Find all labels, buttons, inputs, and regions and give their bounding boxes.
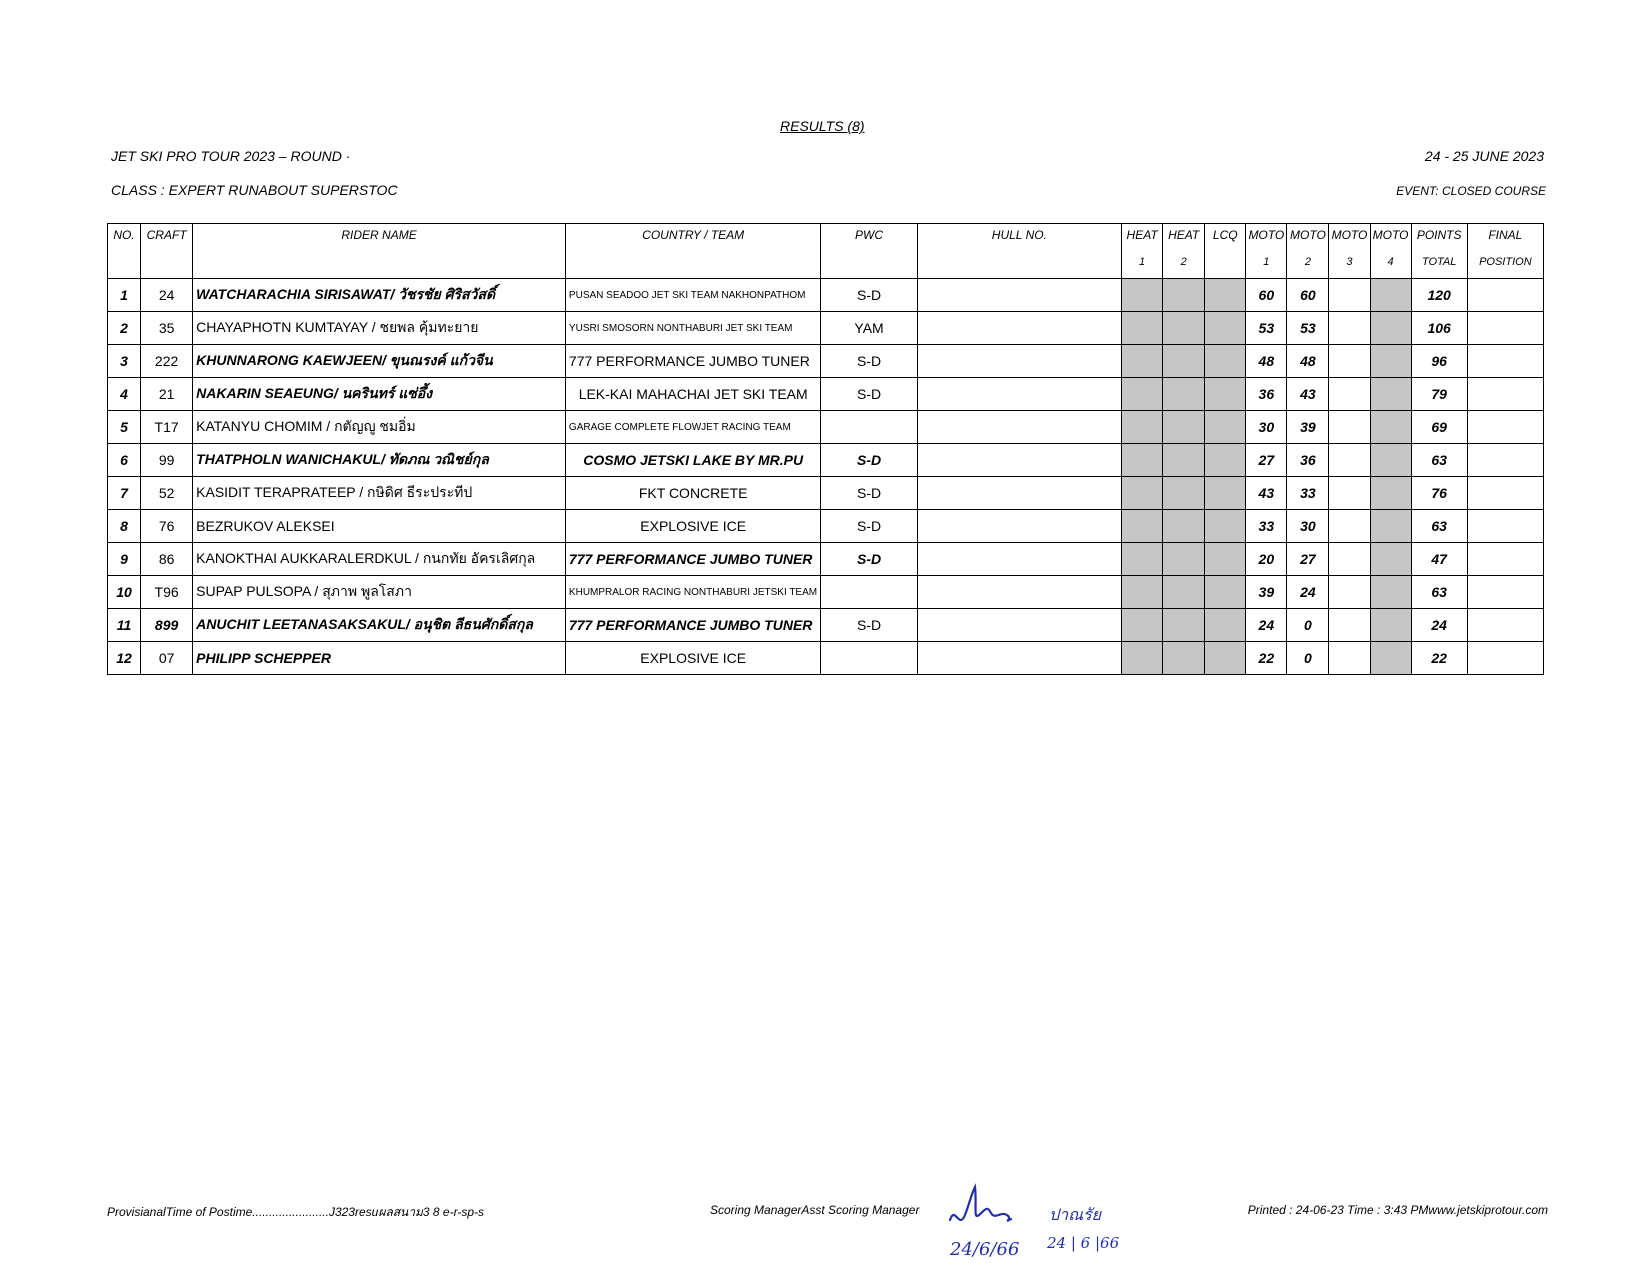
row-number: 4 (108, 378, 141, 411)
rider-name: BEZRUKOV ALEKSEI (193, 510, 566, 543)
moto-1: 30 (1246, 411, 1287, 444)
row-number: 12 (108, 642, 141, 675)
moto-1: 43 (1246, 477, 1287, 510)
moto-4 (1370, 444, 1411, 477)
results-table (107, 223, 1544, 675)
moto-3 (1329, 279, 1370, 312)
signature-2-date: 24 | 6 |66 (1047, 1234, 1120, 1252)
rider-name: PHILIPP SCHEPPER (193, 642, 566, 675)
column-header-label: POINTS (1416, 228, 1462, 242)
hull-number (917, 279, 1121, 312)
lcq (1205, 642, 1246, 675)
table-header-row (108, 224, 1544, 279)
moto-3 (1329, 345, 1370, 378)
hull-number (917, 543, 1121, 576)
event-dates: 24 - 25 JUNE 2023 (1424, 148, 1544, 164)
moto-4 (1370, 312, 1411, 345)
team-name: GARAGE COMPLETE FLOWJET RACING TEAM (565, 411, 821, 444)
hull-number (917, 510, 1121, 543)
team-name: 777 PERFORMANCE JUMBO TUNER (565, 609, 821, 642)
points-total: 47 (1411, 543, 1467, 576)
table-row (108, 576, 1544, 609)
team-name: KHUMPRALOR RACING NONTHABURI JETSKI TEAM (565, 576, 821, 609)
heat-2 (1163, 411, 1205, 444)
column-header-label: HULL NO. (991, 228, 1047, 242)
craft-number: 07 (141, 642, 193, 675)
rider-name: SUPAP PULSOPA / สุภาพ พูลโสภา (193, 576, 566, 609)
column-header-label: PWC (855, 228, 884, 242)
moto-3 (1329, 444, 1370, 477)
moto-2: 24 (1287, 576, 1329, 609)
final-position (1467, 543, 1543, 576)
final-position (1467, 279, 1543, 312)
row-number: 2 (108, 312, 141, 345)
moto-4 (1370, 576, 1411, 609)
final-position (1467, 510, 1543, 543)
heat-2 (1163, 576, 1205, 609)
pwc-make: S-D (821, 609, 917, 642)
lcq (1205, 510, 1246, 543)
team-name: EXPLOSIVE ICE (565, 510, 821, 543)
signature-asst-scoring-manager (1045, 1200, 1135, 1275)
column-header (1246, 224, 1287, 279)
pwc-make: S-D (821, 444, 917, 477)
heat-1 (1122, 576, 1163, 609)
moto-2: 39 (1287, 411, 1329, 444)
hull-number (917, 444, 1121, 477)
moto-4 (1370, 279, 1411, 312)
heat-1 (1122, 279, 1163, 312)
craft-number: 52 (141, 477, 193, 510)
heat-2 (1163, 477, 1205, 510)
row-number: 5 (108, 411, 141, 444)
heat-2 (1163, 378, 1205, 411)
moto-2: 27 (1287, 543, 1329, 576)
heat-2 (1163, 543, 1205, 576)
rider-name: ANUCHIT LEETANASAKSAKUL/ อนุชิต ลีธนศักดิ์สกุล (193, 609, 566, 642)
moto-4 (1370, 642, 1411, 675)
rider-name: KASIDIT TERAPRATEEP / กษิดิศ ธีระประทีป (193, 477, 566, 510)
points-total: 76 (1411, 477, 1467, 510)
moto-3 (1329, 576, 1370, 609)
final-position (1467, 477, 1543, 510)
moto-4 (1370, 411, 1411, 444)
rider-name: KHUNNARONG KAEWJEEN/ ขุนณรงค์ แก้วจีน (193, 345, 566, 378)
final-position (1467, 609, 1543, 642)
rider-name: NAKARIN SEAEUNG/ นครินทร์ แซ่อึ้ง (193, 378, 566, 411)
table-row (108, 609, 1544, 642)
pwc-make (821, 411, 917, 444)
column-header-sublabel: TOTAL (1421, 256, 1457, 268)
lcq (1205, 378, 1246, 411)
team-name: PUSAN SEADOO JET SKI TEAM NAKHONPATHOM (565, 279, 821, 312)
hull-number (917, 642, 1121, 675)
class-name: CLASS : EXPERT RUNABOUT SUPERSTOC (111, 182, 398, 198)
moto-2: 33 (1287, 477, 1329, 510)
pwc-make: YAM (821, 312, 917, 345)
moto-1: 39 (1246, 576, 1287, 609)
moto-1: 36 (1246, 378, 1287, 411)
row-number: 10 (108, 576, 141, 609)
column-header-label: MOTO (1248, 228, 1285, 242)
lcq (1205, 609, 1246, 642)
column-header-label: COUNTRY / TEAM (642, 228, 745, 242)
craft-number: 35 (141, 312, 193, 345)
final-position (1467, 411, 1543, 444)
final-position (1467, 312, 1543, 345)
signature-2-name: ปาณรัย (1049, 1205, 1101, 1224)
column-header-label: NO. (113, 228, 135, 242)
table-row (108, 378, 1544, 411)
team-name: 777 PERFORMANCE JUMBO TUNER (565, 345, 821, 378)
moto-2: 43 (1287, 378, 1329, 411)
moto-2: 48 (1287, 345, 1329, 378)
table-row (108, 510, 1544, 543)
column-header-sublabel: 1 (1263, 256, 1270, 268)
column-header (1411, 224, 1467, 279)
hull-number (917, 312, 1121, 345)
moto-2: 30 (1287, 510, 1329, 543)
heat-2 (1163, 642, 1205, 675)
column-header-sublabel: 1 (1139, 256, 1146, 268)
column-header (917, 224, 1121, 279)
hull-number (917, 378, 1121, 411)
column-header (193, 224, 566, 279)
table-row (108, 444, 1544, 477)
table-row (108, 543, 1544, 576)
craft-number: 899 (141, 609, 193, 642)
points-total: 120 (1411, 279, 1467, 312)
points-total: 79 (1411, 378, 1467, 411)
final-position (1467, 378, 1543, 411)
points-total: 63 (1411, 510, 1467, 543)
column-header (821, 224, 917, 279)
moto-3 (1329, 642, 1370, 675)
team-name: COSMO JETSKI LAKE BY MR.PU (565, 444, 821, 477)
team-name: LEK-KAI MAHACHAI JET SKI TEAM (565, 378, 821, 411)
column-header (565, 224, 821, 279)
heat-1 (1122, 312, 1163, 345)
heat-2 (1163, 444, 1205, 477)
column-header (1122, 224, 1163, 279)
moto-1: 27 (1246, 444, 1287, 477)
moto-4 (1370, 477, 1411, 510)
final-position (1467, 444, 1543, 477)
column-header-sublabel: 2 (1180, 256, 1187, 268)
table-row (108, 279, 1544, 312)
table-row (108, 642, 1544, 675)
column-header-sublabel: 4 (1387, 256, 1394, 268)
column-header-label: LCQ (1212, 228, 1238, 242)
points-total: 22 (1411, 642, 1467, 675)
hull-number (917, 576, 1121, 609)
team-name: FKT CONCRETE (565, 477, 821, 510)
column-header-sublabel: 3 (1346, 256, 1353, 268)
moto-1: 24 (1246, 609, 1287, 642)
row-number: 3 (108, 345, 141, 378)
column-header (108, 224, 141, 279)
heat-1 (1122, 345, 1163, 378)
heat-1 (1122, 477, 1163, 510)
heat-2 (1163, 345, 1205, 378)
event-type: EVENT: CLOSED COURSE (1396, 184, 1546, 198)
moto-4 (1370, 543, 1411, 576)
table-row (108, 477, 1544, 510)
moto-3 (1329, 543, 1370, 576)
moto-1: 53 (1246, 312, 1287, 345)
craft-number: 21 (141, 378, 193, 411)
team-name: YUSRI SMOSORN NONTHABURI JET SKI TEAM (565, 312, 821, 345)
column-header-sublabel: POSITION (1479, 256, 1532, 268)
moto-1: 33 (1246, 510, 1287, 543)
craft-number: 24 (141, 279, 193, 312)
moto-1: 48 (1246, 345, 1287, 378)
moto-2: 36 (1287, 444, 1329, 477)
row-number: 1 (108, 279, 141, 312)
results-title: RESULTS (8) (780, 118, 865, 134)
pwc-make: S-D (821, 345, 917, 378)
column-header (1205, 224, 1246, 279)
lcq (1205, 543, 1246, 576)
hull-number (917, 345, 1121, 378)
lcq (1205, 477, 1246, 510)
lcq (1205, 312, 1246, 345)
column-header (141, 224, 193, 279)
hull-number (917, 477, 1121, 510)
moto-2: 0 (1287, 642, 1329, 675)
footer-provisional: ProvisianalTime of Postime.......................J323resuผลสนาม3 8 e-r-sp-s (107, 1205, 485, 1219)
pwc-make: S-D (821, 477, 917, 510)
column-header (1329, 224, 1370, 279)
column-header-label: MOTO (1372, 228, 1409, 242)
craft-number: 222 (141, 345, 193, 378)
team-name: 777 PERFORMANCE JUMBO TUNER (565, 543, 821, 576)
lcq (1205, 576, 1246, 609)
column-header (1163, 224, 1205, 279)
final-position (1467, 642, 1543, 675)
heat-2 (1163, 609, 1205, 642)
team-name: EXPLOSIVE ICE (565, 642, 821, 675)
lcq (1205, 279, 1246, 312)
moto-2: 60 (1287, 279, 1329, 312)
heat-1 (1122, 609, 1163, 642)
heat-1 (1122, 378, 1163, 411)
points-total: 63 (1411, 444, 1467, 477)
heat-1 (1122, 444, 1163, 477)
row-number: 6 (108, 444, 141, 477)
final-position (1467, 345, 1543, 378)
points-total: 69 (1411, 411, 1467, 444)
pwc-make (821, 576, 917, 609)
lcq (1205, 411, 1246, 444)
column-header (1370, 224, 1411, 279)
signature-scoring-manager (945, 1175, 1045, 1265)
column-header-sublabel: 2 (1304, 256, 1311, 268)
heat-1 (1122, 642, 1163, 675)
points-total: 63 (1411, 576, 1467, 609)
pwc-make: S-D (821, 510, 917, 543)
heat-1 (1122, 543, 1163, 576)
moto-4 (1370, 609, 1411, 642)
column-header (1467, 224, 1543, 279)
pwc-make: S-D (821, 279, 917, 312)
event-name: JET SKI PRO TOUR 2023 – ROUND · (111, 148, 351, 164)
final-position (1467, 576, 1543, 609)
points-total: 96 (1411, 345, 1467, 378)
pwc-make: S-D (821, 378, 917, 411)
moto-3 (1329, 609, 1370, 642)
table-row (108, 345, 1544, 378)
column-header-label: MOTO (1331, 228, 1368, 242)
moto-4 (1370, 510, 1411, 543)
craft-number: T17 (141, 411, 193, 444)
craft-number: T96 (141, 576, 193, 609)
table-row (108, 312, 1544, 345)
rider-name: CHAYAPHOTN KUMTAYAY / ชยพล คุ้มทะยาย (193, 312, 566, 345)
table-row (108, 411, 1544, 444)
column-header-label: CRAFT (146, 228, 187, 242)
column-header-label: RIDER NAME (341, 228, 417, 242)
heat-2 (1163, 312, 1205, 345)
moto-2: 0 (1287, 609, 1329, 642)
rider-name: WATCHARACHIA SIRISAWAT/ วัชรชัย ศิริสวัสดิ์ (193, 279, 566, 312)
lcq (1205, 345, 1246, 378)
moto-3 (1329, 312, 1370, 345)
column-header-label: MOTO (1290, 228, 1326, 242)
craft-number: 76 (141, 510, 193, 543)
moto-1: 22 (1246, 642, 1287, 675)
craft-number: 86 (141, 543, 193, 576)
moto-2: 53 (1287, 312, 1329, 345)
rider-name: THATPHOLN WANICHAKUL/ ทัดภณ วณิชย์กุล (193, 444, 566, 477)
heat-2 (1163, 279, 1205, 312)
rider-name: KATANYU CHOMIM / กตัญญู ชมอิ่ม (193, 411, 566, 444)
craft-number: 99 (141, 444, 193, 477)
lcq (1205, 444, 1246, 477)
hull-number (917, 609, 1121, 642)
row-number: 7 (108, 477, 141, 510)
moto-1: 20 (1246, 543, 1287, 576)
column-header (1287, 224, 1329, 279)
moto-3 (1329, 477, 1370, 510)
signature-1-date: 24/6/66 (950, 1239, 1020, 1260)
column-header-label: FINAL (1488, 228, 1523, 242)
footer-printed: Printed : 24-06-23 Time : 3:43 PMwww.jetskiprotour.com (1247, 1203, 1548, 1217)
moto-1: 60 (1246, 279, 1287, 312)
points-total: 106 (1411, 312, 1467, 345)
pwc-make (821, 642, 917, 675)
column-header-label: HEAT (1168, 228, 1200, 242)
heat-2 (1163, 510, 1205, 543)
heat-1 (1122, 411, 1163, 444)
heat-1 (1122, 510, 1163, 543)
moto-3 (1329, 510, 1370, 543)
moto-3 (1329, 378, 1370, 411)
hull-number (917, 411, 1121, 444)
moto-4 (1370, 345, 1411, 378)
moto-4 (1370, 378, 1411, 411)
row-number: 8 (108, 510, 141, 543)
row-number: 11 (108, 609, 141, 642)
moto-3 (1329, 411, 1370, 444)
column-header-label: HEAT (1126, 228, 1158, 242)
pwc-make: S-D (821, 543, 917, 576)
row-number: 9 (108, 543, 141, 576)
points-total: 24 (1411, 609, 1467, 642)
footer-scoring-manager: Scoring ManagerAsst Scoring Manager (710, 1203, 920, 1217)
rider-name: KANOKTHAI AUKKARALERDKUL / กนกทัย อัครเลิศกุล (193, 543, 566, 576)
